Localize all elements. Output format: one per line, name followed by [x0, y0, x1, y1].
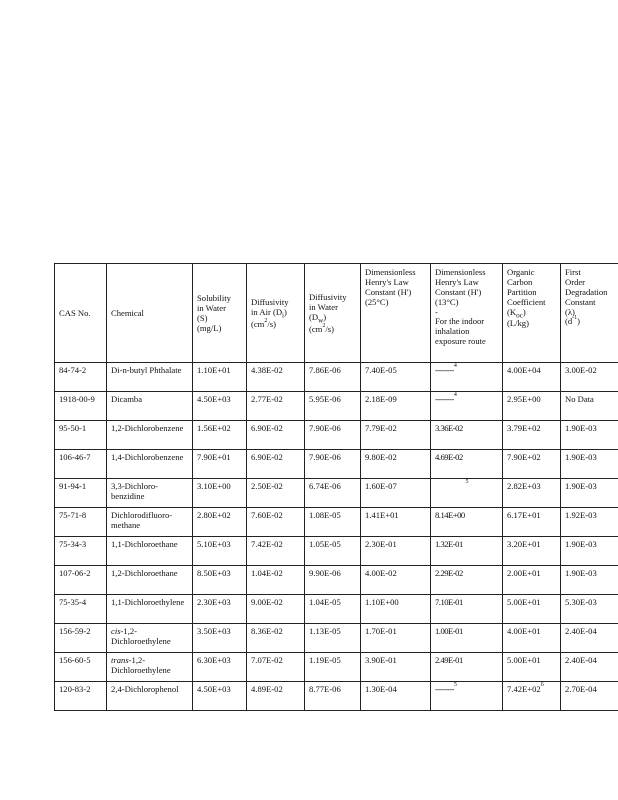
cell-cas-no: 75-35-4: [55, 595, 107, 624]
cell-henry-25c: 1.60E-07: [361, 479, 431, 508]
cell-koc: 2.82E+03: [503, 479, 561, 508]
cell-henry-25c: 1.70E-01: [361, 624, 431, 653]
cell-henry-13c: --------$^4$: [431, 363, 503, 392]
cell-degradation: 1.90E-03: [561, 479, 618, 508]
cell-chemical: Dichlorodifluoro-methane: [107, 508, 193, 537]
cell-degradation: 1.90E-03: [561, 537, 618, 566]
cell-solubility: 5.10E+03: [193, 537, 247, 566]
cell-diffusivity-air: 4.38E-02: [247, 363, 305, 392]
cell-koc: 5.00E+01: [503, 595, 561, 624]
table-row: [55, 479, 618, 508]
cell-henry-13c: 1.00E-01: [431, 624, 503, 653]
table-row: [55, 450, 618, 479]
cell-diffusivity-water: 6.74E-06: [305, 479, 361, 508]
cell-diffusivity-water: 5.95E-06: [305, 392, 361, 421]
header-diffusivity-air: Diffusivity in Air $(D_i)$ $(cm^2/s)$: [247, 264, 305, 363]
cell-diffusivity-air: 2.50E-02: [247, 479, 305, 508]
table-row: [55, 363, 618, 392]
cell-henry-13c: --------$^5$: [431, 682, 503, 711]
cell-henry-13c: 3.36E-02: [431, 421, 503, 450]
cell-koc: 5.00E+01: [503, 653, 561, 682]
cell-solubility: 4.50E+03: [193, 392, 247, 421]
cell-henry-13c: 4.69E-02: [431, 450, 503, 479]
cell-chemical: 1,2-Dichloroethane: [107, 566, 193, 595]
cell-solubility: 2.30E+03: [193, 595, 247, 624]
cell-solubility: 7.90E+01: [193, 450, 247, 479]
cell-diffusivity-water: 9.90E-06: [305, 566, 361, 595]
cell-solubility: 3.50E+03: [193, 624, 247, 653]
header-chemical: Chemical: [107, 264, 193, 363]
cell-cas-no: 106-46-7: [55, 450, 107, 479]
cell-degradation: No Data: [561, 392, 618, 421]
chemical-properties-table: [54, 263, 618, 711]
cell-henry-25c: 1.10E+00: [361, 595, 431, 624]
table-row: [55, 682, 618, 711]
header-henry-25c: Dimensionless Henry's Law Constant (H') (25°C): [361, 264, 431, 363]
cell-henry-25c: 9.80E-02: [361, 450, 431, 479]
cell-koc: 7.42E+02$^6$: [503, 682, 561, 711]
cell-chemical: cis-1,2-Dichloroethylene: [107, 624, 193, 653]
cell-henry-25c: 1.41E+01: [361, 508, 431, 537]
cell-henry-13c: 5: [431, 479, 503, 508]
cell-cas-no: 120-83-2: [55, 682, 107, 711]
cell-henry-13c: 1.32E-01: [431, 537, 503, 566]
cell-henry-25c: 4.00E-02: [361, 566, 431, 595]
cell-chemical: 1,4-Dichlorobenzene: [107, 450, 193, 479]
cell-henry-25c: 3.90E-01: [361, 653, 431, 682]
cell-degradation: 3.00E-02: [561, 363, 618, 392]
cell-koc: 2.00E+01: [503, 566, 561, 595]
cell-chemical: trans-1,2-Dichloroethylene: [107, 653, 193, 682]
cell-degradation: 2.70E-04: [561, 682, 618, 711]
table-row: [55, 566, 618, 595]
cell-cas-no: 75-71-8: [55, 508, 107, 537]
cell-diffusivity-water: 1.05E-05: [305, 537, 361, 566]
cell-cas-no: 156-60-5: [55, 653, 107, 682]
cell-cas-no: 156-59-2: [55, 624, 107, 653]
cell-diffusivity-air: 1.04E-02: [247, 566, 305, 595]
cell-diffusivity-air: 6.90E-02: [247, 450, 305, 479]
header-koc: Organic Carbon Partition Coefficient $(K_{oc})$ (L/kg): [503, 264, 561, 363]
cell-solubility: 2.80E+02: [193, 508, 247, 537]
cell-solubility: 4.50E+03: [193, 682, 247, 711]
cell-cas-no: 84-74-2: [55, 363, 107, 392]
cell-henry-25c: 1.30E-04: [361, 682, 431, 711]
cell-henry-25c: 7.79E-02: [361, 421, 431, 450]
cell-diffusivity-air: 7.07E-02: [247, 653, 305, 682]
cell-diffusivity-water: 8.77E-06: [305, 682, 361, 711]
cell-henry-13c: 2.29E-02: [431, 566, 503, 595]
table-row: [55, 421, 618, 450]
table-row: [55, 624, 618, 653]
cell-solubility: 1.56E+02: [193, 421, 247, 450]
cell-chemical: 1,2-Dichlorobenzene: [107, 421, 193, 450]
cell-solubility: 8.50E+03: [193, 566, 247, 595]
cell-koc: 7.90E+02: [503, 450, 561, 479]
cell-diffusivity-water: 7.90E-06: [305, 421, 361, 450]
header-henry-13c: Dimensionless Henry's Law Constant (H') (13°C) - For the indoor inhalation exposure route: [431, 264, 503, 363]
table-row: [55, 537, 618, 566]
cell-cas-no: 91-94-1: [55, 479, 107, 508]
table-row: [55, 508, 618, 537]
header-cas-no: CAS No.: [55, 264, 107, 363]
cell-cas-no: 107-06-2: [55, 566, 107, 595]
cell-diffusivity-water: 7.86E-06: [305, 363, 361, 392]
cell-diffusivity-water: 1.04E-05: [305, 595, 361, 624]
cell-koc: 3.20E+01: [503, 537, 561, 566]
cell-chemical: Di-n-butyl Phthalate: [107, 363, 193, 392]
cell-cas-no: 1918-00-9: [55, 392, 107, 421]
table-body: [55, 363, 618, 711]
cell-degradation: 2.40E-04: [561, 653, 618, 682]
cell-henry-13c: 2.49E-01: [431, 653, 503, 682]
cell-solubility: 1.10E+01: [193, 363, 247, 392]
cell-chemical: 2,4-Dichlorophenol: [107, 682, 193, 711]
cell-diffusivity-air: 6.90E-02: [247, 421, 305, 450]
cell-cas-no: 95-50-1: [55, 421, 107, 450]
header-diffusivity-water: Diffusivity in Water $(D_w)$ $(cm^2/s)$: [305, 264, 361, 363]
cell-diffusivity-water: 1.13E-05: [305, 624, 361, 653]
cell-solubility: 6.30E+03: [193, 653, 247, 682]
cell-henry-13c: --------$^4$: [431, 392, 503, 421]
table-row: [55, 595, 618, 624]
table-row: [55, 392, 618, 421]
cell-henry-25c: 2.18E-09: [361, 392, 431, 421]
cell-degradation: 5.30E-03: [561, 595, 618, 624]
cell-koc: 4.00E+04: [503, 363, 561, 392]
header-degradation: First Order Degradation Constant (λ) $(d^{-1})$: [561, 264, 618, 363]
header-solubility: Solubility in Water (S) (mg/L): [193, 264, 247, 363]
cell-cas-no: 75-34-3: [55, 537, 107, 566]
cell-chemical: 1,1-Dichloroethylene: [107, 595, 193, 624]
cell-diffusivity-water: 1.19E-05: [305, 653, 361, 682]
cell-koc: 2.95E+00: [503, 392, 561, 421]
table-row: [55, 653, 618, 682]
cell-henry-25c: 7.40E-05: [361, 363, 431, 392]
cell-degradation: 1.90E-03: [561, 421, 618, 450]
cell-solubility: 3.10E+00: [193, 479, 247, 508]
cell-degradation: 1.90E-03: [561, 450, 618, 479]
cell-diffusivity-water: 1.08E-05: [305, 508, 361, 537]
cell-diffusivity-air: 2.77E-02: [247, 392, 305, 421]
cell-diffusivity-air: 7.60E-02: [247, 508, 305, 537]
cell-chemical: 3,3-Dichloro-benzidine: [107, 479, 193, 508]
cell-henry-25c: 2.30E-01: [361, 537, 431, 566]
cell-henry-13c: 8.14E+00: [431, 508, 503, 537]
cell-degradation: 2.40E-04: [561, 624, 618, 653]
table-header: [55, 264, 618, 363]
cell-diffusivity-air: 4.89E-02: [247, 682, 305, 711]
cell-koc: 3.79E+02: [503, 421, 561, 450]
cell-degradation: 1.90E-03: [561, 566, 618, 595]
cell-chemical: 1,1-Dichloroethane: [107, 537, 193, 566]
cell-diffusivity-air: 7.42E-02: [247, 537, 305, 566]
cell-koc: 4.00E+01: [503, 624, 561, 653]
cell-degradation: 1.92E-03: [561, 508, 618, 537]
cell-diffusivity-air: 9.00E-02: [247, 595, 305, 624]
cell-koc: 6.17E+01: [503, 508, 561, 537]
cell-chemical: Dicamba: [107, 392, 193, 421]
cell-diffusivity-air: 8.36E-02: [247, 624, 305, 653]
cell-henry-13c: 7.10E-01: [431, 595, 503, 624]
cell-diffusivity-water: 7.90E-06: [305, 450, 361, 479]
